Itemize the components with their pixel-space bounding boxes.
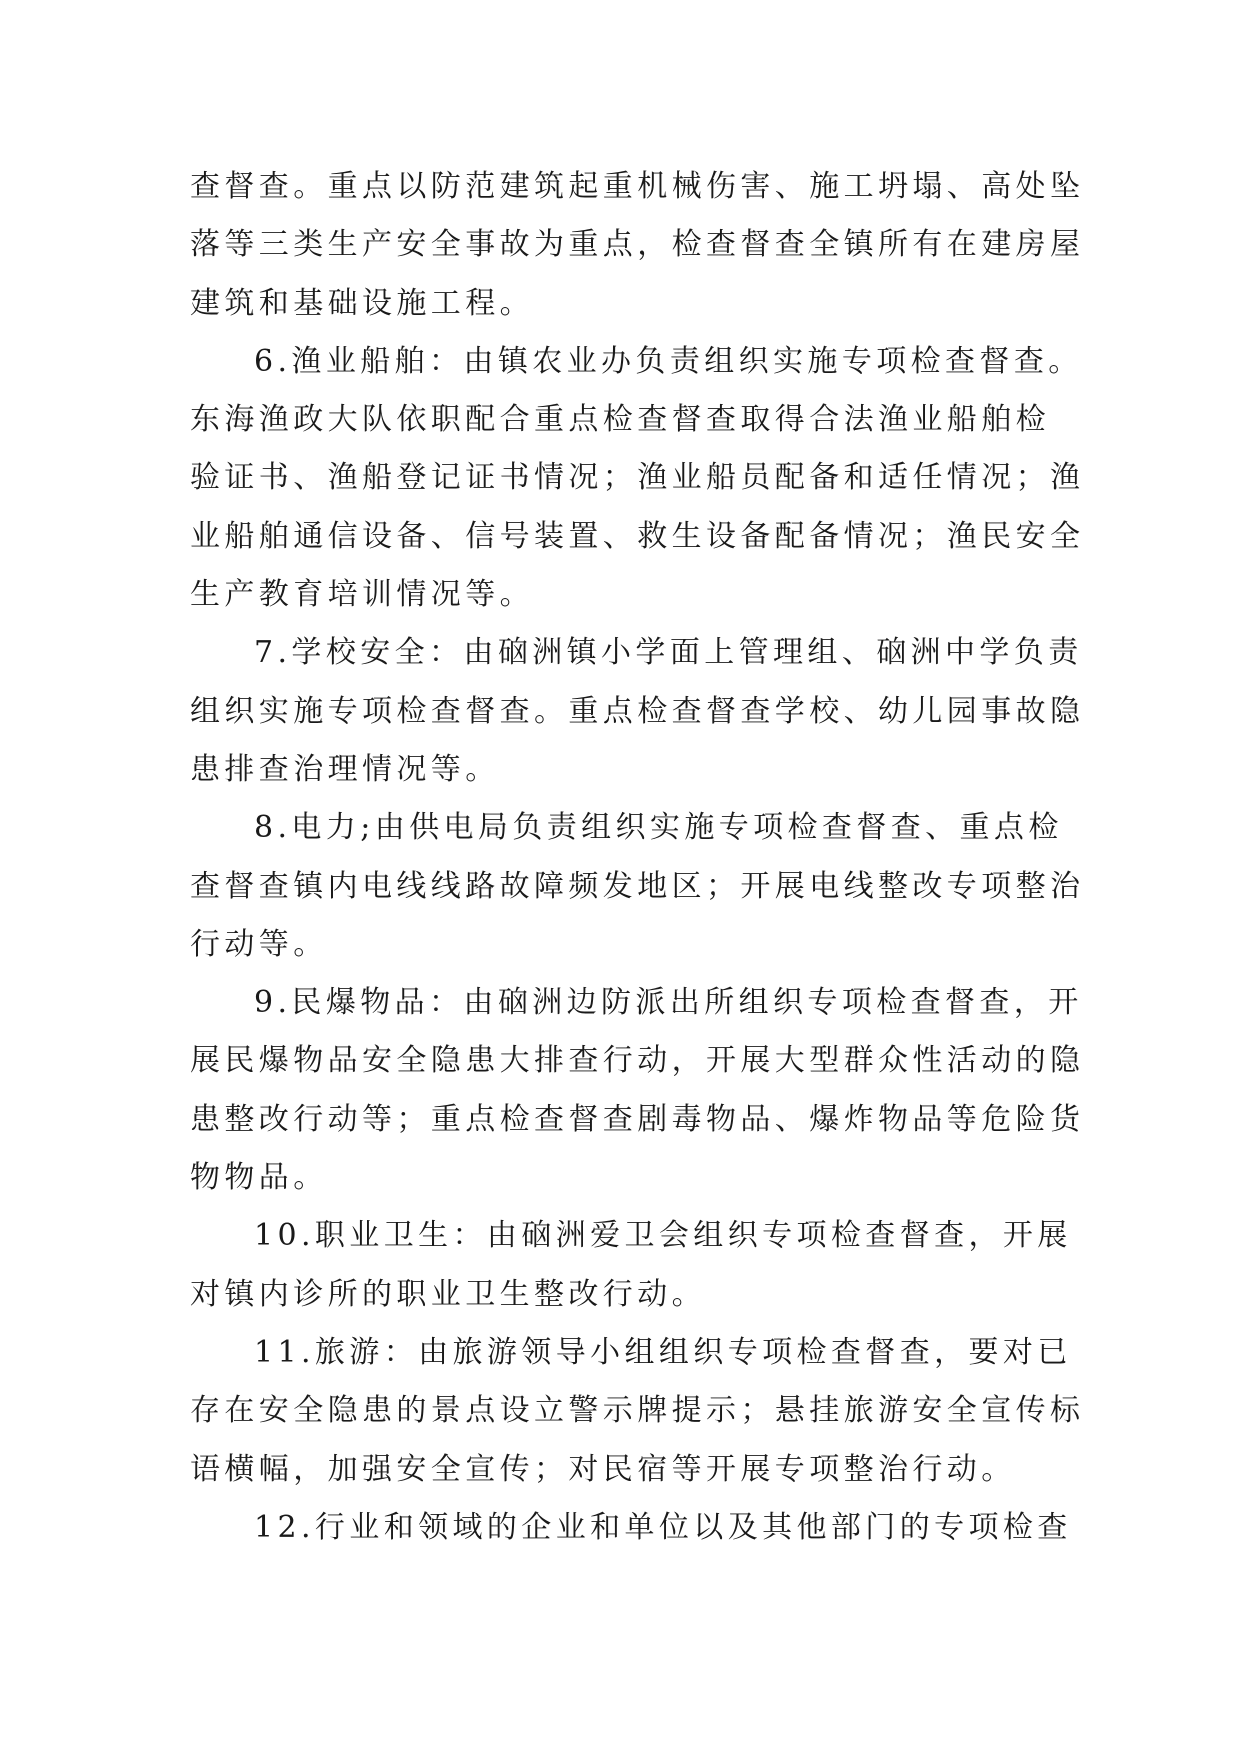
paragraph-line: 查督查。重点以防范建筑起重机械伤害、施工坍塌、高处坠	[190, 169, 1085, 204]
paragraph-line: 业船舶通信设备、信号装置、救生设备配备情况；渔民安全	[190, 518, 1085, 554]
paragraph-line: 对镇内诊所的职业卫生整改行动。	[190, 1276, 706, 1312]
paragraph-first-line: 9.民爆物品：由硇洲边防派出所组织专项检查督查，开	[254, 985, 1083, 1021]
paragraph-line: 患整改行动等；重点检查督查剧毒物品、爆炸物品等危险货	[190, 1101, 1085, 1137]
paragraph-line: 行动等。	[190, 926, 328, 962]
paragraph-line: 物物品。	[190, 1160, 328, 1196]
paragraph-line: 存在安全隐患的景点设立警示牌提示；悬挂旅游安全宣传标	[190, 1393, 1085, 1429]
document-body	[190, 158, 1085, 1557]
paragraph-line: 生产教育培训情况等。	[190, 577, 534, 613]
paragraph-first-line: 7.学校安全：由硇洲镇小学面上管理组、硇洲中学负责	[254, 635, 1083, 671]
paragraph-line: 展民爆物品安全隐患大排查行动，开展大型群众性活动的隐	[190, 1043, 1085, 1079]
paragraph-first-line: 6.渔业船舶：由镇农业办负责组织实施专项检查督查。	[254, 343, 1083, 379]
paragraph-first-line: 8.电力;由供电局负责组织实施专项检查督查、重点检	[254, 810, 1063, 846]
paragraph-line: 落等三类生产安全事故为重点，检查督查全镇所有在建房屋	[190, 227, 1085, 263]
paragraph-line: 建筑和基础设施工程。	[190, 285, 534, 321]
paragraph-first-line: 11.旅游：由旅游领导小组组织专项检查督查，要对已	[254, 1334, 1072, 1370]
paragraph-first-line: 10.职业卫生：由硇洲爱卫会组织专项检查督查，开展	[254, 1218, 1072, 1254]
paragraph-line: 组织实施专项检查督查。重点检查督查学校、幼儿园事故隐	[190, 693, 1085, 729]
paragraph-line: 查督查镇内电线线路故障频发地区；开展电线整改专项整治	[190, 868, 1085, 904]
paragraph-first-line: 12.行业和领域的企业和单位以及其他部门的专项检查	[254, 1509, 1072, 1545]
paragraph-line: 验证书、渔船登记证书情况；渔业船员配备和适任情况；渔	[190, 460, 1085, 496]
paragraph-line: 东海渔政大队依职配合重点检查督查取得合法渔业船舶检	[190, 402, 1050, 438]
paragraph-line: 语横幅，加强安全宣传；对民宿等开展专项整治行动。	[190, 1451, 1016, 1487]
paragraph-line: 患排查治理情况等。	[190, 751, 500, 787]
